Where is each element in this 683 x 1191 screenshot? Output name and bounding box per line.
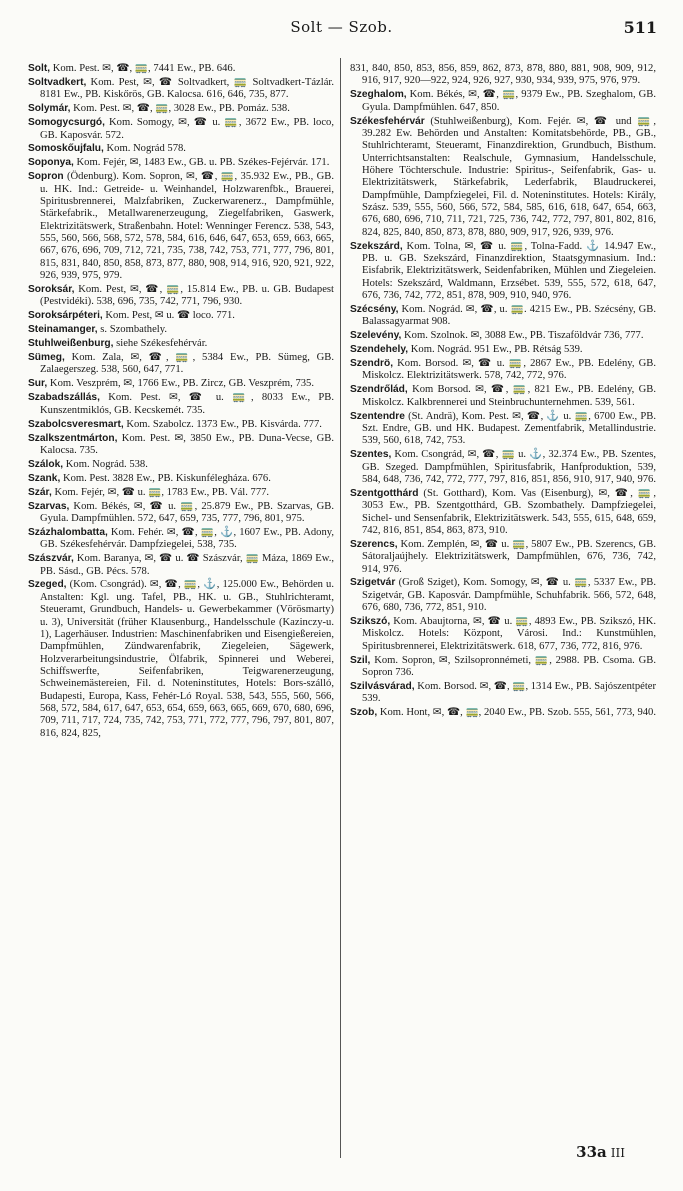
gazetteer-entry [350,241,656,303]
entry-text: Kom. Borsod. ✉, ☎, 🚃, 1314 Ew., PB. Sajószentpéter 539. [362,681,657,705]
entry-headword: Szendrö, [350,358,394,370]
entry-text: Kom. Somogy, ✉, ☎ u. 🚃, 3672 Ew., PB. loco, GB. Kaposvár. 572. [40,117,334,141]
gazetteer-entry [28,171,334,282]
entry-headword: Soroksárpéteri, [28,310,103,322]
gazetteer-entry [28,392,334,417]
entry-text: siehe Székesfehérvár. [116,338,208,350]
entry-headword: Szálok, [28,458,64,470]
gazetteer-entry [350,304,656,329]
entry-headword: Szil, [350,654,371,666]
entry-text: Kom. Pest. 3828 Ew., PB. Kiskunfélegháza. 676. [62,472,271,484]
gazetteer-entry [350,577,656,614]
entry-headword: Sümeg, [28,352,65,364]
gazetteer-entry [28,553,334,578]
entry-text: s. Szombathely. [100,324,167,336]
entry-headword: Százhalombatta, [28,526,108,538]
gazetteer-entry [350,655,656,680]
entry-text: Kom. Sopron, ✉, Szilsopronnémeti, 🚃, 2988. PB. Csoma. GB. Sopron 736. [362,654,656,679]
entry-text: Kom. Nográd 578. [106,143,186,155]
gazetteer-entry [350,330,656,342]
gazetteer-entry [28,352,334,377]
entry-text: Kom. Békés, ✉, ☎, 🚃, 9379 Ew., PB. Szeghalom, GB. Gyula. Dampfmühlen. 647, 850. [362,89,656,113]
gazetteer-entry [28,117,334,142]
entry-text: Kom. Békés, ✉, ☎ u. 🚃, 25.879 Ew., PB. Szarvas, GB. Gyula. Dampfmühlen. 572, 647, 659, 735, 777, 796, 801, 975. [40,500,335,524]
gazetteer-entry [28,433,334,458]
gazetteer-entry [28,77,334,102]
running-title: Solt — Szob. [290,18,393,36]
entry-text: Kom. Nográd. 538. [65,458,148,470]
entry-headword: Stuhlweißenburg, [28,338,114,350]
entry-text: Kom. Fejér, ✉, ☎ u. 🚃, 1783 Ew., PB. Vál. 777. [54,486,270,498]
entry-text: Kom. Borsod. ✉, ☎ u. 🚃, 2867 Ew., PB. Edelény, GB. Miskolcz. Elektrizitätswerk. 578, 742, 772, 976. [362,358,656,382]
entry-headword: Soroksár, [28,284,75,295]
entry-text: Kom. Csongrád, ✉, ☎, 🚃 u. ⚓, 32.374 Ew., PB. Szentes, GB. Szeged. Dampfmühlen, Spiritusfabrik, Hanfproduktion, 539, 584, 648, 736, 742, 772, 777, 797, 816, 851, 856, 910, 917, 940, 976. [362,449,656,485]
gazetteer-entry [28,501,334,526]
entry-text: Kom. Fejér, ✉, 1483 Ew., GB. u. PB. Székes-Fejérvár. 171. [76,157,330,169]
entry-headword: Szentendre [350,410,405,422]
entry-text: Kom. Pest. ✉, 3850 Ew., PB. Duna-Vecse, GB. Kalocsa. 735. [40,432,334,456]
entry-headword: Szerencs, [350,538,398,550]
entry-headword: Székesfehérvár [350,115,425,127]
entry-text: (Stuhlweißenburg), Kom. Fejér. ✉, ☎ und 🚃, 39.282 Ew. Behörden und Anstalten: Komitatsbehörde, PB., GB., Stuhlrichteramt, Steueramt, Finanzdirektion, Grundbuch, Bisthum. Unterrichtsanstalten: Realschule, Gymnasium, Handelsschule, Höhere Töchterschule. Industrie: Spiritus-, Seifenfabrik, Gas- u. Elektrizitätswerk, Stärkefabrik, Lederfabrik, Blaudruckerei, Dampfmühle, Dampfziegelei, Fil. d. Noteninstitutes. Hotels: Király, Szász. 539, 555, 560, 566, 572, 584, 585, 616, 618, 647, 654, 663, 676, 680, 696, 710, 711, 721, 725, 736, 742, 772, 797, 801, 802, 816, 824, 825, 840, 850, 873, 878, 880, 909, 917, 926, 939, 976. [362,115,657,238]
gazetteer-entry [28,143,334,155]
gazetteer-entry [350,63,656,88]
entry-headword: Szeged, [28,579,67,591]
gazetteer-entry [28,63,334,75]
entry-text: Kom. Pest, ✉ u. ☎ loco. 771. [105,310,235,322]
running-header [26,18,657,40]
entry-headword: Szob, [350,707,378,719]
gazetteer-entry [28,419,334,431]
gazetteer-entry [28,378,334,390]
entry-headword: Soltvadkert, [28,76,87,88]
entry-text: Kom. Pest, ✉, ☎ Soltvadkert, 🚃 Soltvadkert-Tázlár. 8181 Ew., PB. Kiskőrös, GB. Kalocsa. 616, 646, 735, 877. [40,76,334,101]
entry-headword: Szentes, [350,449,392,461]
entry-text: (St. Andrä), Kom. Pest. ✉, ☎, ⚓ u. 🚃, 6700 Ew., PB. Szt. Endre, GB. und HK. Budapest. Zementfabrik, Metallindustrie. 539, 560, 618, 742, 753. [362,410,656,447]
gazetteer-entry [350,449,656,486]
entry-headword: Szár, [28,486,52,498]
entry-text: Kom. Pest, ✉, ☎, 🚃, 15.814 Ew., PB. u. GB. Budapest (Pestvidéki). 538, 696, 735, 742, 771, 796, 930. [40,284,334,308]
entry-headword: Szarvas, [28,500,70,512]
entry-text: Kom. Szabolcz. 1373 Ew., PB. Kisvárda. 777. [126,418,322,430]
entry-headword: Szécsény, [350,303,399,315]
gazetteer-entry [350,384,656,409]
entry-headword: Szabolcsveresmart, [28,418,124,430]
entry-text: Kom. Pest. ✉, ☎, 🚃, 3028 Ew., PB. Pomáz. 538. [73,103,290,115]
entry-text: Kom Borsod. ✉, ☎, 🚃, 821 Ew., PB. Edelény, GB. Miskolcz. Kalkbrennerei und Steinbruchunternehmen. 539, 561. [362,384,657,408]
volume-mark: III [610,1146,625,1160]
entry-headword: Sopron [28,171,64,183]
gazetteer-entry [28,157,334,169]
entry-headword: Steinamanger, [28,324,98,336]
entry-text: 831, 840, 850, 853, 856, 859, 862, 873, 878, 880, 881, 908, 909, 912, 916, 917, 920—922, 924, 926, 927, 930, 934, 939, 975, 976, 979. [350,63,656,87]
entry-text: Kom. Hont, ✉, ☎, 🚃, 2040 Ew., PB. Szob. 555, 561, 773, 940. [379,707,657,719]
gazetteer-entry [28,459,334,471]
entry-headword: Sur, [28,378,48,390]
entry-text: Kom. Nográd. 951 Ew., PB. Rétság 539. [410,344,583,356]
gazetteer-entry [350,89,656,114]
gazetteer-entry [28,579,334,739]
gazetteer-entry [350,539,656,576]
gazetteer-entry [28,284,334,309]
column-divider [340,58,341,1158]
entry-text: Kom. Szolnok. ✉, 3088 Ew., PB. Tiszaföldvár 736, 777. [404,330,644,342]
entry-headword: Szigetvár [350,577,396,589]
right-column [350,63,656,721]
entry-text: Kom. Tolna, ✉, ☎ u. 🚃, Tolna-Fadd. ⚓ 14.947 Ew., PB. u. GB. Szekszárd, Finanzdirektion, Staatsgymnasium. Ind.: Eisfabrik, Elektrizitätswerk, Seidenfabriken, Mühlen und Ziegeleien. Hotels: Szekszárd, Waldmann, Erzsébet. 539, 555, 572, 618, 647, 676, 736, 742, 772, 851, 878, 909, 910, 940, 976. [362,240,656,301]
gazetteer-entry [350,116,656,239]
entry-headword: Somogycsurgó, [28,117,105,129]
entry-headword: Szilvásvárad, [350,681,415,692]
entry-text: Kom. Abaujtorna, ✉, ☎ u. 🚃, 4893 Ew., PB. Szikszó, HK. Miskolcz. Hotels: Központ, Városi. Ind.: Kunstmühlen, Spiritusbrennerei, Elektrizitätswerk. 618, 677, 736, 772, 816, 976. [362,616,656,652]
entry-text: Kom. Zemplén, ✉, ☎ u. 🚃, 5807 Ew., PB. Szerencs, GB. Sátoraljaújhely. Elektrizitätswerk, Dampfmühlen, 676, 736, 742, 914, 976. [362,538,656,575]
entry-text: (Kom. Csongrád). ✉, ☎, 🚃, ⚓, 125.000 Ew., Behörden u. Anstalten: Kgl. ung. Tafel, PB., HK. u. GB., Stuhlrichteramt, Steueramt, Grundbuch, Handels- u. Gewerbekammer (Vörösmarty) u. 3), Universität (früher Klausenburg., Handelsschule (Kazinczy-u. 1), Lagerhäuser. Industrien: Maschinenfabriken und Eisengießereien, Dampfmühlen, Zündwarenfabrik, Ziegeleien, Sägewerk, Holzverarbeitungsindustrie, Ölfabrik, Spinnerei und Weberei, Schiffswerfte, Seifenfabriken, Teigwarenerzeugung, Schweinemästereien, Fil. d. Noteninstitutes, Hotels: Bors-szálló, Budapesti, Europa, Kass, Fehér-Ló Royal. 538, 543, 555, 560, 566, 568, 572, 584, 617, 647, 653, 654, 659, 663, 665, 669, 670, 680, 696, 709, 711, 717, 724, 735, 742, 753, 771, 772, 777, 796, 797, 801, 807, 816, 824, 825, [40,579,334,739]
entry-text: Kom. Pest. ✉, ☎, 🚃, 7441 Ew., PB. 646. [52,63,236,74]
entry-text: (Groß Sziget), Kom. Somogy, ✉, ☎ u. 🚃, 5337 Ew., PB. Szigetvár, GB. Kaposvár. Dampfmühle, Schuhfabrik. 566, 572, 648, 676, 680, 736, 772, 851, 910. [362,577,656,614]
gazetteer-entry [350,616,656,653]
entry-headword: Szank, [28,472,61,484]
sheet-signature: 33a [576,1143,607,1161]
entry-headword: Solt, [28,63,51,74]
entry-text: (St. Gotthard), Kom. Vas (Eisenburg), ✉, ☎, 🚃, 3053 Ew., PB. Szentgotthárd, GB. Szombathely. Dampfziegelei, Sichel- und Sensenfabrik, Elektrizitätswerk. 543, 555, 615, 648, 659, 742, 816, 851, 854, 863, 873, 910. [362,487,656,536]
gazetteer-entry [28,527,334,552]
entry-headword: Somoskőujfalu, [28,143,104,155]
gazetteer-entry [350,707,656,719]
entry-text: (Ödenburg). Kom. Sopron, ✉, ☎, 🚃, 35.932 Ew., PB., GB. u. HK. Ind.: Getreide- u. Weinhandel, Holzwarenfbk., Brauerei, Spiritusbrennerei, Malzfabriken, Zuckerwarenerz., Dampfmühle, Stärkefabrik., Metallwarenerzeugung, Ziegelfabriken, Gaswerk, Elektrizitätswerk, Straßenbahn. Hotel: Wenninger Ferencz. 538, 543, 555, 560, 566, 568, 572, 578, 584, 616, 646, 647, 653, 659, 663, 665, 667, 676, 696, 709, 712, 721, 735, 738, 742, 753, 771, 777, 796, 801, 815, 831, 840, 850, 858, 873, 877, 880, 908, 914, 916, 920, 921, 922, 926, 939, 975, 979. [40,171,334,282]
entry-headword: Szendehely, [350,344,409,356]
entry-headword: Szeghalom, [350,89,407,101]
entry-text: Kom. Zala, ✉, ☎, 🚃, 5384 Ew., PB. Sümeg, GB. Zalaegerszeg. 538, 560, 647, 771. [40,352,335,376]
entry-headword: Szabadszállás, [28,392,100,404]
entry-headword: Szászvár, [28,553,74,565]
entry-headword: Szikszó, [350,616,391,628]
entry-text: Kom. Pest. ✉, ☎ u. 🚃, 8033 Ew., PB. Kunszentmiklós, GB. Kecskemét. 735. [40,392,334,416]
left-column [28,63,334,742]
entry-headword: Szekszárd, [350,240,403,252]
gazetteer-entry [28,338,334,350]
gazetteer-entry [350,411,656,448]
entry-headword: Szelevény, [350,330,402,342]
footer-signature [576,1143,625,1161]
page-number: 511 [623,18,657,37]
gazetteer-entry [350,358,656,383]
entry-headword: Szendrőlád, [350,384,408,396]
entry-text: Kom. Baranya, ✉, ☎ u. ☎ Szászvár, 🚃 Máza, 1869 Ew., PB. Sásd., GB. Pécs. 578. [40,553,334,577]
gazetteer-entry [28,103,334,115]
entry-text: Kom. Fehér. ✉, ☎, 🚃, ⚓, 1607 Ew., PB. Adony, GB. Székesfehérvár. Dampfziegelei, 538, 735. [40,526,334,551]
entry-text: Kom. Nográd. ✉, ☎, u. 🚃. 4215 Ew., PB. Szécsény, GB. Balassagyarmat 908. [362,303,656,328]
gazetteer-entry [350,488,656,537]
gazetteer-entry [350,344,656,356]
gazetteer-entry [28,310,334,322]
entry-headword: Solymár, [28,103,71,115]
gazetteer-entry [350,681,656,706]
entry-headword: Soponya, [28,157,74,169]
gazetteer-entry [28,473,334,485]
gazetteer-entry [28,324,334,336]
gazetteer-entry [28,487,334,499]
entry-headword: Szalkszentmárton, [28,432,118,444]
entry-headword: Szentgotthárd [350,487,419,499]
entry-text: Kom. Veszprém, ✉, 1766 Ew., PB. Zircz, GB. Veszprém, 735. [49,378,314,390]
